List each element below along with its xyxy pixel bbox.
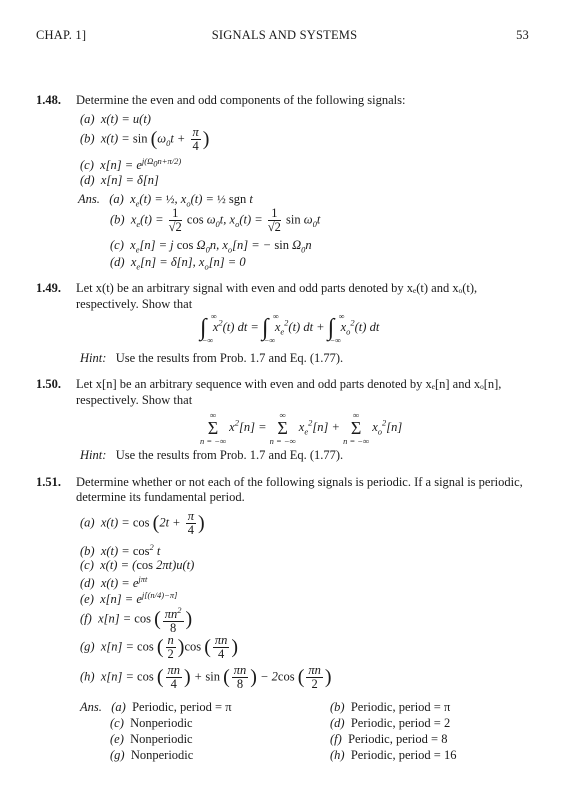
problem-number-1-48: 1.48. xyxy=(36,93,61,107)
problem-1-51-ans-h: (h) Periodic, period = 16 xyxy=(330,748,457,762)
page-number: 53 xyxy=(516,28,529,42)
problem-1-51-part-h: (h) x[n] = cos ( $\frac{\pi n}{4}$ ) + sin ( $\frac{\pi n}{8}$ ) − 2cos ( $\frac{\pi n}{2}$ ) xyxy=(80,663,332,691)
problem-1-48-ans-c: (c) $x_e[n] = j$ $\cos \Omega_0n$, $x_o[n]$ = − $\sin \Omega_0n$ xyxy=(110,238,312,255)
problem-1-48-prompt: Determine the even and odd components of the following signals: xyxy=(76,93,406,107)
problem-1-51-ans-b: (b) Periodic, period = π xyxy=(330,700,451,714)
problem-number-1-49: 1.49. xyxy=(36,281,61,295)
problem-1-49-equation: ∫ ∞ −∞ $x^2(t)$ dt = ∫ ∞ −∞ $x_e^2(t)$ dt + ∫ ∞ −∞ $x_o^2(t)$ dt xyxy=(200,312,380,345)
problem-1-51-part-a: (a) x(t) = cos (2t + $\frac{\pi}{4}$ ) xyxy=(80,509,205,537)
problem-1-51-ans-g: (g) Nonperiodic xyxy=(110,748,194,762)
problem-1-51-part-f: (f) x[n] = cos ( $\frac{\pi n^2}{8}$ ) xyxy=(80,605,193,636)
problem-1-51-ans-d: (d) Periodic, period = 2 xyxy=(330,716,451,730)
problem-number-1-51: 1.51. xyxy=(36,475,61,489)
problem-number-1-50: 1.50. xyxy=(36,377,61,391)
problem-1-48-ans-b: (b) $x_e(t)$ = $\frac{1}{√2}$ $\cos \omega_0t$, $x_o(t)$ = $\frac{1}{√2}$ $\sin \omega_0t$ xyxy=(110,206,321,234)
problem-1-48-ans-d: (d) $x_e[n] = \delta[n]$, $x_o[n] = 0$ xyxy=(110,255,246,272)
problem-1-51-part-c: (c) x(t) = (cos 2πt)u(t) xyxy=(80,558,195,572)
problem-1-51-part-e: (e) $x[n] = e^{j[(n/4)-\pi]}$ xyxy=(80,590,178,607)
problem-1-51-part-b: (b) $x(t) = \cos^2 t$ xyxy=(80,542,161,559)
problem-1-51-part-d: (d) $x(t) = e^{j\pi t}$ xyxy=(80,574,148,591)
problem-1-48-part-b: (b) $x(t) = \sin (\omega_0t$ + $\frac{\pi}{4}$ ) xyxy=(80,125,210,153)
problem-1-49-hint: Hint: Use the results from Prob. 1.7 and Eq. (1.77). xyxy=(80,351,344,365)
problem-1-50-line2: respectively. Show that xyxy=(76,393,193,407)
problem-1-51-line1: Determine whether or not each of the following signals is periodic. If a signal is periodic, xyxy=(76,475,523,489)
problem-1-49-line2: respectively. Show that xyxy=(76,297,193,311)
problem-1-50-equation: ∞ Σ n = −∞ $x^2[n]$ = ∞ Σ n = −∞ $x_e^2[n]$ + ∞ Σ n = −∞ $x_o^2[n]$ xyxy=(200,410,403,446)
problem-1-51-ans-c: (c) Nonperiodic xyxy=(110,716,193,730)
problem-1-49-line1: Let x(t) be an arbitrary signal with even and odd parts denoted by xₑ(t) and xₒ(t), xyxy=(76,281,478,295)
problem-1-50-hint: Hint: Use the results from Prob. 1.7 and Eq. (1.77). xyxy=(80,448,344,462)
problem-1-48-part-d: (d) x[n] = δ[n] xyxy=(80,173,159,187)
problem-1-51-ans-e: (e) Nonperiodic xyxy=(110,732,193,746)
running-title: SIGNALS AND SYSTEMS xyxy=(211,28,358,42)
problem-1-51-part-g: (g) x[n] = cos ( $\frac{n}{2}$ )cos ( $\frac{\pi n}{4}$ ) xyxy=(80,633,239,661)
problem-1-48-part-c: (c) $x[n] = e^{j(\Omega_0n+\pi/2)}$ xyxy=(80,156,182,173)
problem-1-50-line1: Let x[n] be an arbitrary sequence with even and odd parts denoted by xₑ[n] and xₒ[n], xyxy=(76,377,502,391)
problem-1-51-line2: determine its fundamental period. xyxy=(76,490,245,504)
problem-1-51-ans-f: (f) Periodic, period = 8 xyxy=(330,732,448,746)
problem-1-48-ans-a: Ans. (a) $x_e(t)$ = ½, $x_o(t)$ = ½ sgn t xyxy=(78,192,253,209)
chapter-label: CHAP. 1] xyxy=(36,28,87,42)
problem-1-48-part-a: (a) x(t) = u(t) xyxy=(80,112,151,126)
problem-1-51-ans-a: Ans. (a) Periodic, period = π xyxy=(80,700,232,714)
